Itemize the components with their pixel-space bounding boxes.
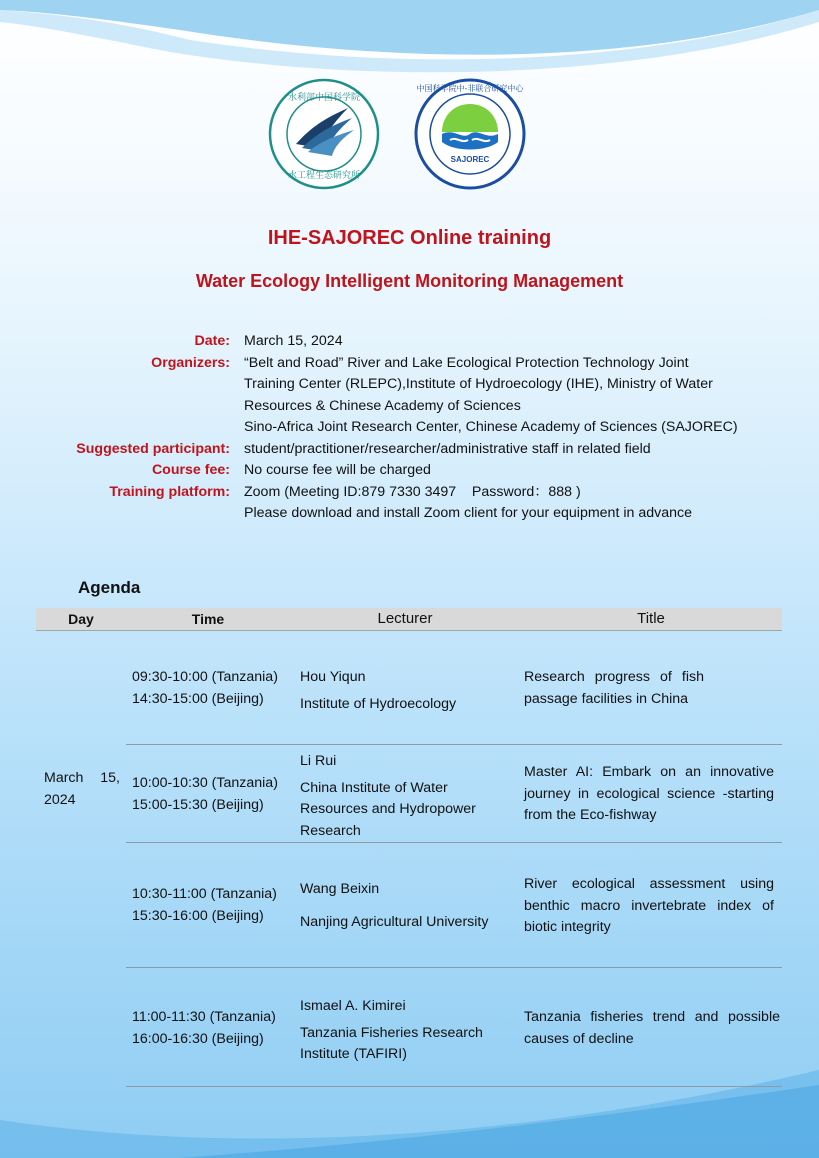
lecturer-name: Ismael A. Kimirei — [300, 998, 406, 1014]
lecturer-name: Li Rui — [300, 753, 337, 769]
info-organizers — [0, 353, 819, 439]
info-date — [0, 331, 819, 353]
info-label: Suggested participant: — [76, 440, 230, 457]
info-value-line: Zoom (Meeting ID:879 7330 3497 Password：888 ) — [244, 483, 581, 500]
training-title: IHE-SAJOREC Online training — [267, 227, 552, 249]
agenda-lecturer — [300, 879, 520, 933]
logo-right-top-text: 中国科学院中-非联合研究中心 — [416, 84, 524, 93]
time-beijing: 15:30-16:00 (Beijing) — [132, 907, 264, 924]
agenda-time — [132, 884, 277, 927]
info-value-line: Training Center (RLEPC),Institute of Hydroecology (IHE), Ministry of Water — [244, 376, 713, 392]
lecturer-affiliation: Institute of Hydroecology — [300, 695, 457, 712]
agenda-lecturer — [300, 996, 510, 1066]
logo-row — [0, 78, 819, 190]
agenda-talk-title: River ecological assessment using benthic macro invertebrate index of biotic integrity — [524, 876, 774, 935]
info-label: Training platform: — [109, 483, 230, 500]
agenda-day: March 15, 2024 — [44, 770, 120, 808]
agenda-time — [132, 1007, 276, 1050]
time-tanzania: 11:00-11:30 (Tanzania) — [132, 1009, 276, 1025]
lecturer-name: Hou Yiqun — [300, 669, 366, 685]
info-value-line: No course fee will be charged — [244, 462, 431, 478]
info-course-fee — [0, 460, 819, 482]
info-value-line: March 15, 2024 — [244, 333, 343, 349]
sajorec-logo — [414, 78, 526, 190]
agenda-talk-title: Tanzania fisheries trend and possible causes of decline — [524, 1009, 780, 1047]
agenda-talk-title: Research progress of fish passage facilities in China — [524, 669, 704, 707]
time-tanzania: 09:30-10:00 (Tanzania) — [132, 669, 278, 685]
row-divider — [126, 744, 782, 745]
column-header-time: Time — [191, 611, 225, 627]
training-info — [0, 331, 819, 525]
time-tanzania: 10:30-11:00 (Tanzania) — [132, 886, 277, 902]
info-value-line: Resources & Chinese Academy of Sciences — [244, 397, 521, 414]
info-label: Organizers: — [151, 354, 230, 371]
info-participant — [0, 439, 819, 461]
agenda-time — [132, 773, 278, 816]
lecturer-affiliation: Nanjing Agricultural University — [300, 913, 489, 930]
time-beijing: 15:00-15:30 (Beijing) — [132, 796, 264, 813]
info-label: Date: — [194, 333, 230, 349]
institute-hydroecology-logo — [268, 78, 380, 190]
info-platform — [0, 482, 819, 525]
time-beijing: 16:00-16:30 (Beijing) — [132, 1030, 264, 1047]
row-divider — [126, 967, 782, 968]
column-header-day: Day — [68, 611, 94, 627]
time-tanzania: 10:00-10:30 (Tanzania) — [132, 775, 278, 791]
lecturer-affiliation: Tanzania Fisheries Research Institute (TAFIRI) — [300, 1024, 483, 1062]
agenda-table-header — [36, 608, 782, 631]
info-value-line: “Belt and Road” River and Lake Ecological Protection Technology Joint — [244, 354, 689, 371]
info-value-line: Please download and install Zoom client for your equipment in advance — [244, 505, 692, 521]
info-value-line: Sino-Africa Joint Research Center, Chinese Academy of Sciences (SAJOREC) — [244, 419, 738, 435]
training-subtitle: Water Ecology Intelligent Monitoring Management — [195, 271, 624, 291]
agenda-heading: Agenda — [78, 578, 141, 597]
agenda-talk-title: Master AI: Embark on an innovative journey in ecological science -starting from the Eco-fishway — [524, 764, 774, 823]
column-header-title: Title — [637, 610, 665, 627]
logo-left-bottom-text: 水工程生态研究所 — [287, 170, 361, 180]
agenda-time — [132, 667, 278, 710]
logo-right-center-text: SAJOREC — [450, 155, 490, 164]
lecturer-name: Wang Beixin — [300, 881, 380, 897]
column-header-lecturer: Lecturer — [377, 610, 433, 627]
lecturer-affiliation: China Institute of Water Resources and Hydropower Research — [300, 779, 476, 839]
agenda-lecturer — [300, 667, 510, 715]
time-beijing: 14:30-15:00 (Beijing) — [132, 690, 264, 707]
info-value-line: student/practitioner/researcher/administrative staff in related field — [244, 440, 651, 457]
row-divider — [126, 842, 782, 843]
row-divider — [126, 1086, 782, 1087]
info-label: Course fee: — [151, 462, 230, 478]
agenda-lecturer — [300, 751, 510, 842]
logo-left-top-text: 水利部中国科学院 — [287, 92, 361, 102]
